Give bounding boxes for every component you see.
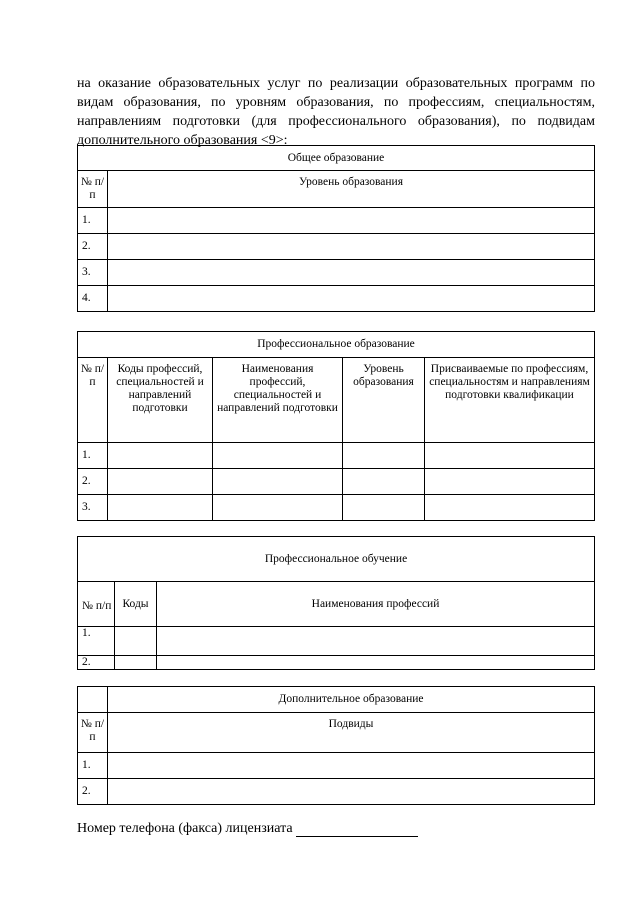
row-number: 1. <box>78 753 108 779</box>
input-cell[interactable] <box>108 443 213 469</box>
input-cell[interactable] <box>343 469 425 495</box>
professional-education-title: Профессиональное образование <box>78 332 595 358</box>
general-education-title: Общее образование <box>78 146 595 171</box>
input-cell[interactable] <box>213 469 343 495</box>
input-cell[interactable] <box>213 443 343 469</box>
row-number: 1. <box>78 208 108 234</box>
input-cell[interactable] <box>108 208 595 234</box>
general-education-table <box>77 145 595 312</box>
professional-education-table <box>77 331 595 521</box>
professional-training-table <box>77 536 595 670</box>
phone-blank-field[interactable] <box>296 821 418 837</box>
additional-education-title: Дополнительное образование <box>108 687 595 713</box>
column-header-codes: Коды <box>115 582 157 627</box>
input-cell[interactable] <box>108 234 595 260</box>
input-cell[interactable] <box>213 495 343 521</box>
row-number: 3. <box>78 495 108 521</box>
phone-line <box>77 821 418 837</box>
row-number: 2. <box>78 779 108 805</box>
phone-label: Номер телефона (факса) лицензиата <box>77 821 293 836</box>
input-cell[interactable] <box>157 656 595 670</box>
column-header-names: Наименования профессий, специальностей и направлений подготовки <box>213 358 343 443</box>
input-cell[interactable] <box>108 286 595 312</box>
column-header-names: Наименования профессий <box>157 582 595 627</box>
input-cell[interactable] <box>108 779 595 805</box>
input-cell[interactable] <box>343 495 425 521</box>
column-header-level: Уровень образования <box>108 171 595 208</box>
input-cell[interactable] <box>425 469 595 495</box>
intro-paragraph: на оказание образовательных услуг по реализации образовательных программ по видам образования, по уровням образования, по профессиям, специальностям, направлениям подготовки (для профессионального образования), по подвидам дополнительного образования <9>: <box>77 76 595 148</box>
row-number: 4. <box>78 286 108 312</box>
input-cell[interactable] <box>108 495 213 521</box>
empty-cell <box>78 687 108 713</box>
row-number: 2. <box>78 656 115 670</box>
column-header-number: № п/п <box>78 713 108 753</box>
input-cell[interactable] <box>108 469 213 495</box>
column-header-codes: Коды профессий, специальностей и направлений подготовки <box>108 358 213 443</box>
input-cell[interactable] <box>108 260 595 286</box>
row-number: 1. <box>78 443 108 469</box>
column-header-number: № п/п <box>78 582 115 627</box>
professional-training-title: Профессиональное обучение <box>78 537 595 582</box>
additional-education-table <box>77 686 595 805</box>
column-header-qualifications: Присваиваемые по профессиям, специальностям и направлениям подготовки квалификации <box>425 358 595 443</box>
input-cell[interactable] <box>425 495 595 521</box>
input-cell[interactable] <box>343 443 425 469</box>
row-number: 2. <box>78 234 108 260</box>
column-header-number: № п/п <box>78 171 108 208</box>
input-cell[interactable] <box>115 627 157 656</box>
row-number: 2. <box>78 469 108 495</box>
row-number: 1. <box>78 627 115 656</box>
input-cell[interactable] <box>108 753 595 779</box>
column-header-level: Уровень образования <box>343 358 425 443</box>
input-cell[interactable] <box>425 443 595 469</box>
input-cell[interactable] <box>115 656 157 670</box>
row-number: 3. <box>78 260 108 286</box>
column-header-number: № п/п <box>78 358 108 443</box>
column-header-subtypes: Подвиды <box>108 713 595 753</box>
input-cell[interactable] <box>157 627 595 656</box>
